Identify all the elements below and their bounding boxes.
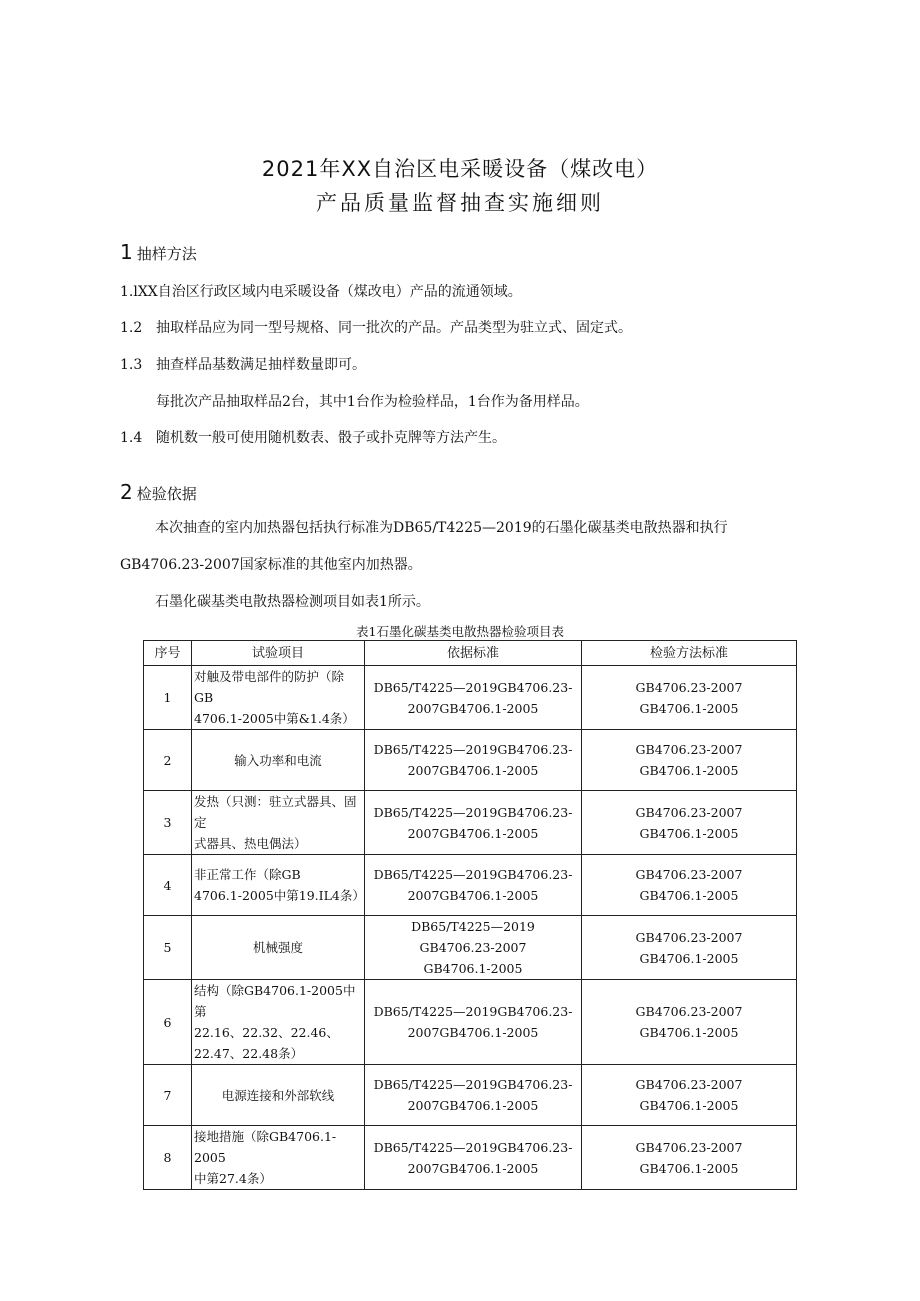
row-basis-standard — [365, 1126, 582, 1190]
item-number: 1.3 — [120, 357, 143, 373]
cell-line: GB4706.1-2005 — [639, 1098, 739, 1113]
cell-line: GB4706.1-2005 — [639, 763, 739, 778]
row-basis-standard — [365, 666, 582, 730]
row-method-standard — [582, 855, 797, 916]
cell-line: 2007GB4706.1-2005 — [407, 888, 539, 903]
cell-line: 22.47、22.48条） — [194, 1046, 304, 1061]
cell-line: GB4706.23-2007 — [635, 929, 743, 945]
row-basis-standard — [365, 980, 582, 1065]
row-basis-standard — [365, 730, 582, 791]
cell-line: DB65/T4225—2019GB4706.23- — [373, 867, 573, 882]
row-test-item — [192, 916, 365, 980]
row-serial-number: 5 — [144, 916, 192, 980]
row-method-standard — [582, 916, 797, 980]
row-method-standard — [582, 980, 797, 1065]
cell-line: 2007GB4706.1-2005 — [407, 1025, 539, 1040]
table-row — [144, 916, 797, 980]
cell-line: 非正常工作（除GB — [194, 867, 301, 882]
cell-line: 发热（只测：驻立式器具、固定 — [194, 794, 357, 830]
cell-line: 2007GB4706.1-2005 — [407, 1160, 539, 1176]
row-test-item — [192, 1126, 365, 1190]
row-basis-standard — [365, 916, 582, 980]
cell-line: DB65/T4225—2019GB4706.23- — [373, 1004, 573, 1019]
section2-paragraph1-line1: 本次抽查的室内加热器包括执行标准为DB65/T4225—2019的石墨化碳基类电散热器和执行 — [155, 520, 728, 536]
cell-line: DB65/T4225—2019GB4706.23- — [373, 804, 573, 820]
cell-line: GB4706.1-2005 — [639, 825, 739, 841]
cell-line: 接地措施（除GB4706.1-2005 — [194, 1129, 337, 1165]
item-text: 每批次产品抽取样品2台，其中1台作为检验样品，1台作为备用样品。 — [156, 394, 589, 410]
cell-line: 4706.1-2005中第&1.4条） — [194, 711, 355, 726]
cell-line: GB4706.1-2005 — [639, 888, 739, 903]
table-row — [144, 980, 797, 1065]
cell-line: 结构（除GB4706.1-2005中第 — [194, 983, 356, 1019]
item-text: 随机数一般可使用随机数表、骰子或扑克牌等方法产生。 — [156, 430, 506, 446]
row-method-standard — [582, 730, 797, 791]
row-method-standard — [582, 1065, 797, 1126]
table-row — [144, 791, 797, 855]
header-basis-standard: 依据标准 — [365, 641, 582, 666]
cell-line: 22.16、22.32、22.46、 — [194, 1025, 339, 1040]
row-test-item — [192, 980, 365, 1065]
item-number: 1. — [120, 284, 134, 300]
row-method-standard — [582, 791, 797, 855]
row-serial-number: 6 — [144, 980, 192, 1065]
cell-line: DB65/T4225—2019GB4706.23- — [373, 1139, 573, 1155]
row-test-item — [192, 1065, 365, 1126]
table-row — [144, 1126, 797, 1190]
cell-line: DB65/T4225—2019GB4706.23- — [373, 742, 573, 757]
cell-line: 4706.1-2005中第19.IL4条） — [194, 888, 365, 903]
cell-line: GB4706.23-2007 — [635, 867, 743, 882]
row-test-item — [192, 666, 365, 730]
cell-line: DB65/T4225—2019 — [411, 919, 535, 934]
section1-number: 1 — [120, 240, 133, 264]
row-test-item — [192, 855, 365, 916]
row-serial-number: 1 — [144, 666, 192, 730]
row-basis-standard — [365, 791, 582, 855]
cell-line: 机械强度 — [252, 940, 303, 955]
cell-line: GB4706.1-2005 — [639, 1160, 739, 1176]
item-number: 1.4 — [120, 430, 143, 446]
document-title-line1: 2021年XX自治区电采暖设备（煤改电） — [261, 157, 659, 181]
row-basis-standard — [365, 1065, 582, 1126]
cell-line: GB4706.23-2007 — [635, 804, 743, 820]
item-text: 抽取样品应为同一型号规格、同一批次的产品。产品类型为驻立式、固定式。 — [156, 320, 632, 336]
cell-line: GB4706.1-2005 — [639, 700, 739, 716]
header-serial-number: 序号 — [144, 641, 192, 666]
section2-heading — [120, 480, 197, 504]
row-serial-number: 7 — [144, 1065, 192, 1126]
table-caption: 表1石墨化碳基类电散热器检验项目表 — [356, 624, 564, 639]
item-text: 抽查样品基数满足抽样数量即可。 — [156, 357, 366, 373]
cell-line: GB4706.23-2007 — [635, 742, 743, 757]
inspection-items-table — [143, 640, 797, 1190]
cell-line: GB4706.23-2007 — [419, 940, 527, 955]
cell-line: 对触及带电部件的防护（除GB — [194, 669, 345, 705]
row-serial-number: 4 — [144, 855, 192, 916]
cell-line: DB65/T4225—2019GB4706.23- — [373, 1077, 573, 1092]
item-text: lXX自治区行政区域内电采暖设备（煤改电）产品的流通领域。 — [133, 284, 522, 300]
cell-line: 中第27.4条） — [194, 1171, 272, 1186]
cell-line: GB4706.1-2005 — [639, 1025, 739, 1040]
cell-line: 输入功率和电流 — [234, 752, 322, 768]
item-number: 1.2 — [120, 320, 143, 336]
section1-title: 抽样方法 — [136, 245, 197, 263]
row-test-item — [192, 791, 365, 855]
cell-line: DB65/T4225—2019GB4706.23- — [373, 679, 573, 695]
section2-paragraph2: 石墨化碳基类电散热器检测项目如表1所示。 — [155, 594, 430, 610]
cell-line: GB4706.1-2005 — [423, 961, 523, 976]
cell-line: GB4706.23-2007 — [635, 679, 743, 695]
row-test-item — [192, 730, 365, 791]
section2-paragraph1-line2: GB4706.23-2007国家标准的其他室内加热器。 — [120, 557, 422, 573]
table-row — [144, 855, 797, 916]
cell-line: 式器具、热电偶法） — [194, 836, 307, 851]
row-serial-number: 2 — [144, 730, 192, 791]
table-row — [144, 1065, 797, 1126]
document-title-line2: 产品质量监督抽查实施细则 — [316, 191, 604, 215]
header-method-standard: 检验方法标准 — [582, 641, 797, 666]
cell-line: GB4706.23-2007 — [635, 1077, 743, 1092]
row-serial-number: 3 — [144, 791, 192, 855]
cell-line: 电源连接和外部软线 — [221, 1087, 335, 1103]
row-serial-number: 8 — [144, 1126, 192, 1190]
section1-item-1 — [120, 282, 522, 302]
row-basis-standard — [365, 855, 582, 916]
section1-item-2 — [120, 318, 632, 338]
section1-heading — [120, 240, 197, 264]
cell-line: 2007GB4706.1-2005 — [407, 763, 539, 778]
cell-line: 2007GB4706.1-2005 — [407, 1098, 539, 1113]
cell-line: GB4706.1-2005 — [639, 950, 739, 966]
cell-line: GB4706.23-2007 — [635, 1004, 743, 1019]
section2-number: 2 — [120, 480, 133, 504]
table-row — [144, 666, 797, 730]
header-test-item: 试验项目 — [192, 641, 365, 666]
cell-line: GB4706.23-2007 — [635, 1139, 743, 1155]
section1-item-3 — [120, 355, 366, 375]
row-method-standard — [582, 666, 797, 730]
section1-item-4 — [120, 428, 506, 448]
section1-item-3-detail — [156, 392, 589, 412]
section2-title: 检验依据 — [136, 485, 197, 503]
cell-line: 2007GB4706.1-2005 — [407, 825, 539, 841]
table-header-row — [144, 641, 797, 666]
row-method-standard — [582, 1126, 797, 1190]
table-row — [144, 730, 797, 791]
cell-line: 2007GB4706.1-2005 — [407, 700, 539, 716]
